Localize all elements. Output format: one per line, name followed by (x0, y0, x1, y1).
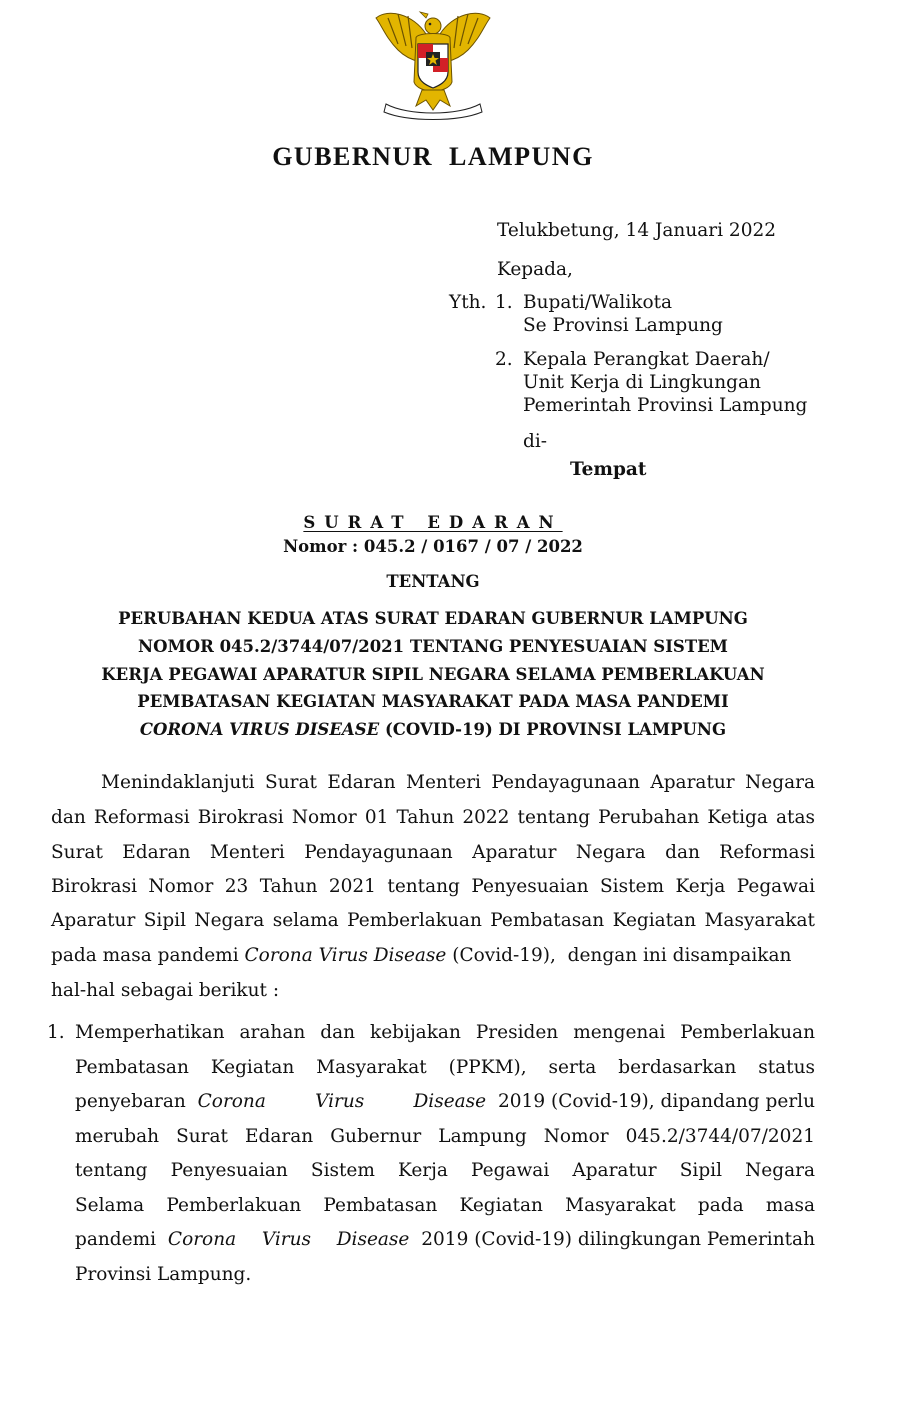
subject-line-last (0, 720, 866, 739)
to-label: Kepada, (497, 259, 573, 280)
recipient-1-line: Bupati/Walikota (523, 292, 673, 313)
recipient-2-line: Kepala Perangkat Daerah/ (523, 349, 770, 370)
intro-line-6-post: (Covid-19), dengan ini disampaikan (446, 945, 792, 966)
point-1-line: merubah Surat Edaran Gubernur Lampung Nomor 045.2/3744/07/2021 (75, 1126, 815, 1147)
subject-line: PERUBAHAN KEDUA ATAS SURAT EDARAN GUBERNUR LAMPUNG (118, 609, 748, 628)
point-1-number: 1. (47, 1022, 65, 1043)
subject-italic-term: CORONA VIRUS DISEASE (139, 720, 380, 739)
point-1-italic-term-2: Corona Virus Disease (167, 1229, 410, 1250)
point-1-line-3-pre: penyebaran (75, 1091, 192, 1112)
point-1-line-8: Provinsi Lampung. (75, 1264, 252, 1285)
circular-number: Nomor : 045.2 / 0167 / 07 / 2022 (283, 537, 583, 556)
point-1-line: Pembatasan Kegiatan Masyarakat (PPKM), serta berdasarkan status (75, 1057, 815, 1078)
subject-line: PEMBATASAN KEGIATAN MASYARAKAT PADA MASA PANDEMI (137, 692, 729, 711)
circular-about: TENTANG (386, 572, 480, 591)
recipient-1-number: 1. (495, 292, 513, 313)
recipient-1-line: Se Provinsi Lampung (523, 315, 723, 336)
intro-italic-term: Corona Virus Disease (244, 945, 447, 966)
point-1-line: Memperhatikan arahan dan kebijakan Presiden mengenai Pemberlakuan (75, 1022, 815, 1043)
intro-line-6 (51, 944, 815, 967)
point-1-line-7 (75, 1228, 815, 1251)
place-date: Telukbetung, 14 Januari 2022 (497, 220, 776, 241)
subject-rest: (COVID-19) DI PROVINSI LAMPUNG (379, 720, 727, 739)
circular-title: SURAT EDARAN (303, 513, 563, 532)
intro-line: Birokrasi Nomor 23 Tahun 2021 tentang Penyesuaian Sistem Kerja Pegawai (51, 876, 815, 897)
letter-header-title: GUBERNUR LAMPUNG (272, 142, 594, 171)
intro-line: Surat Edaran Menteri Pendayagunaan Aparatur Negara dan Reformasi (51, 842, 815, 863)
recipient-2-line: Pemerintah Provinsi Lampung (523, 395, 808, 416)
subject-line: NOMOR 045.2/3744/07/2021 TENTANG PENYESUAIAN SISTEM (138, 637, 728, 656)
tempat-label: Tempat (570, 459, 647, 480)
recipient-2-line: Unit Kerja di Lingkungan (523, 372, 761, 393)
point-1-line-7-pre: pandemi (75, 1229, 162, 1250)
point-1-line-3 (75, 1090, 815, 1113)
point-1-line: tentang Penyesuaian Sistem Kerja Pegawai Aparatur Sipil Negara (75, 1160, 815, 1181)
subject-line: KERJA PEGAWAI APARATUR SIPIL NEGARA SELAMA PEMBERLAKUAN (101, 665, 765, 684)
intro-line-7: hal-hal sebagai berikut : (51, 980, 280, 1001)
intro-line: dan Reformasi Birokrasi Nomor 01 Tahun 2022 tentang Perubahan Ketiga atas (51, 807, 815, 828)
point-1-line: Selama Pemberlakuan Pembatasan Kegiatan Masyarakat pada masa (75, 1195, 815, 1216)
intro-line: Menindaklanjuti Surat Edaran Menteri Pendayagunaan Aparatur Negara (101, 772, 815, 793)
di-label: di- (523, 431, 548, 452)
point-1-italic-term: Corona Virus Disease (197, 1091, 487, 1112)
intro-line-6-pre: pada masa pandemi (51, 945, 245, 966)
yth-label: Yth. (449, 292, 487, 313)
intro-line: Aparatur Sipil Negara selama Pemberlakuan Pembatasan Kegiatan Masyarakat (51, 910, 815, 931)
point-1-line-7-post: 2019 (Covid-19) dilingkungan Pemerintah (415, 1229, 815, 1250)
garuda-emblem-icon (368, 4, 498, 122)
recipient-2-number: 2. (495, 349, 513, 370)
point-1-line-3-post: 2019 (Covid-19), dipandang perlu (492, 1091, 815, 1112)
